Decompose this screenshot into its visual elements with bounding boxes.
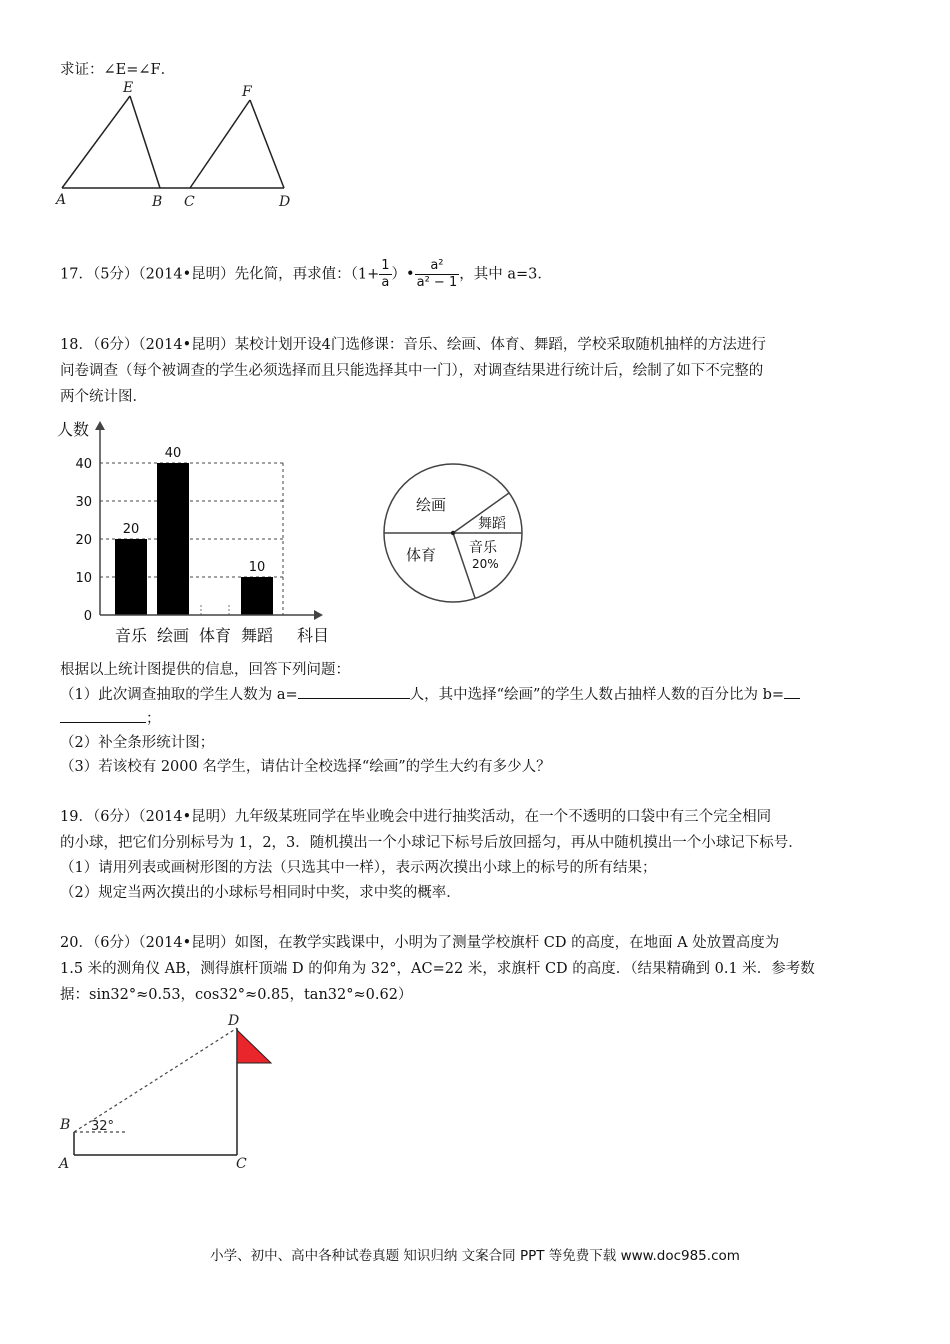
bar-chart [55,415,345,650]
label-c: C [236,1156,247,1172]
blank-a [298,684,410,699]
x-category-label-2: 体育 [198,626,232,645]
frac1-denominator: a [381,275,390,290]
q18-line3: 两个统计图． [60,389,147,405]
y-tick-label-3: 30 [75,495,92,510]
line-ae [62,96,130,188]
bar-chart-xlabel: 科目 [297,626,330,645]
fraction-2 [415,258,460,291]
line-eb [130,96,160,188]
blank-b-end [60,708,146,723]
bar-chart-ylabel: 人数 [57,420,90,439]
q18-line2: 问卷调查（每个被调查的学生必须选择而且只能选择其中一门），对调查结果进行统计后，绘制了如下不完整的 [60,363,764,379]
q19-line2: 的小球，把它们分别标号为 1，2，3．随机摸出一个小球记下标号后放回摇匀，再从中随机摸出一个小球记下标号． [60,835,803,851]
q18-sub1-part3: ； [146,711,161,727]
pie-center [451,531,455,535]
sight-line-bd [74,1028,237,1132]
pie-label-yinyue: 音乐 [469,540,497,556]
label-d: D [279,194,291,210]
pie-label-huihua: 绘画 [416,496,447,514]
bar-value-label-0: 20 [122,522,140,537]
q18-sub2: （2）补全条形统计图； [60,735,215,751]
q17-prefix: 17．（5分）（2014•昆明）先化简，再求值：（1+ [60,266,380,283]
label-b: B [152,194,163,210]
x-category-label-1: 绘画 [156,626,190,645]
frac2-denominator: a² − 1 [416,275,458,290]
fraction-1 [379,258,391,291]
bar-1 [157,463,189,615]
bar-0 [115,539,147,615]
frac2-numerator: a² [415,258,460,275]
blank-b-start [784,684,800,699]
x-category-label-3: 舞蹈 [240,626,274,645]
q19-line4: （2）规定当两次摸出的小球标号相同时中奖，求中奖的概率． [60,885,461,901]
angle-label: 32° [91,1119,115,1134]
q20-line2: 1.5 米的测角仪 AB，测得旗杆顶端 D 的仰角为 32°，AC=22 米，求旗杆 CD 的高度．（结果精确到 0.1 米．参考数 [60,961,815,977]
proof-statement: 求证：∠E=∠F． [60,62,176,78]
label-b: B [60,1117,71,1133]
line-fd [250,100,284,188]
x-axis-arrow [314,610,323,620]
label-e: E [123,80,134,96]
y-tick-label-2: 20 [75,533,92,548]
label-d: D [228,1013,240,1029]
label-c: C [184,194,195,210]
pie-label-wudao: 舞蹈 [478,516,506,532]
q17-mid: ）• [391,266,415,283]
label-a: A [59,1156,70,1172]
bar-3 [241,577,273,615]
frac1-numerator: 1 [381,258,390,273]
bar-value-label-1: 40 [164,446,182,461]
flag [237,1030,271,1063]
label-a: A [56,192,67,208]
q19-line3: （1）请用列表或画树形图的方法（只选其中一样），表示两次摸出小球上的标号的所有结果； [60,860,657,876]
q17-suffix: ，其中 a=3． [459,266,552,283]
y-axis-arrow [95,421,105,430]
pie-label-tiyu: 体育 [406,546,437,564]
q18-intro: 根据以上统计图提供的信息，回答下列问题： [60,662,350,678]
triangles-figure [52,78,312,213]
q18-sub1-part1: （1）此次调查抽取的学生人数为 a= [60,687,298,703]
q18-sub1-part2: 人，其中选择“绘画”的学生人数占抽样人数的百分比为 b= [409,687,785,703]
y-tick-label-4: 40 [75,457,92,472]
q20-line3: 据：sin32°≈0.53，cos32°≈0.85，tan32°≈0.62） [60,987,413,1003]
q18-sub1 [60,684,800,705]
pie-chart [378,458,528,608]
x-category-label-0: 音乐 [114,626,148,645]
question-17 [60,258,552,291]
y-tick-label-0: 0 [83,609,92,624]
label-f: F [242,84,252,100]
y-tick-label-1: 10 [75,571,92,586]
flagpole-figure [52,1008,292,1178]
q18-line1: 18．（6分）（2014•昆明）某校计划开设4门选修课：音乐、绘画、体育、舞蹈，学校采取随机抽样的方法进行 [60,337,766,353]
pie-value-yinyue: 20% [472,557,499,571]
q19-line1: 19．（6分）（2014•昆明）九年级某班同学在毕业晚会中进行抽奖活动，在一个不透明的口袋中有三个完全相同 [60,809,772,825]
line-cf [190,100,250,188]
footer: 小学、初中、高中各种试卷真题 知识归纳 文案合同 PPT 等免费下载 www.doc985.com [210,1248,740,1264]
q18-sub3: （3）若该校有 2000 名学生，请估计全校选择“绘画”的学生大约有多少人？ [60,759,551,775]
q18-sub1-cont [60,708,161,729]
bar-value-label-3: 10 [248,560,266,575]
q20-line1: 20．（6分）（2014•昆明）如图，在教学实践课中，小明为了测量学校旗杆 CD 的高度，在地面 A 处放置高度为 [60,935,780,951]
